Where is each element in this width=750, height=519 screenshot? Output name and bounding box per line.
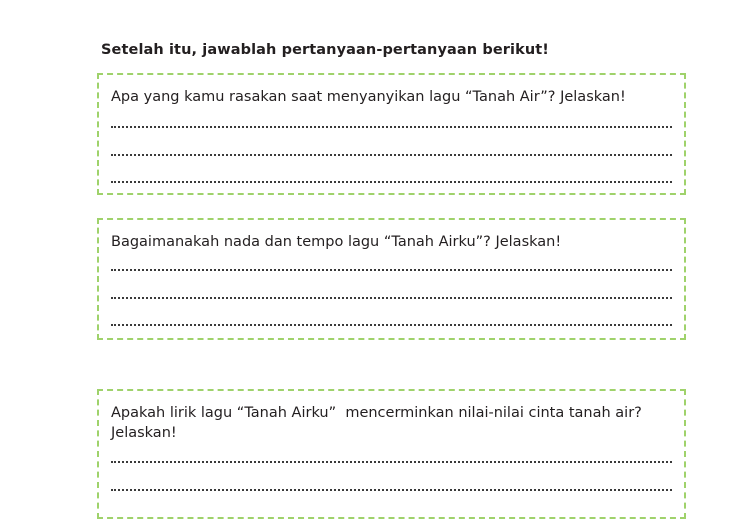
answer-line[interactable] [111, 489, 672, 491]
question-2-text: Bagaimanakah nada dan tempo lagu “Tanah Airku”? Jelaskan! [111, 234, 562, 250]
answer-line[interactable] [111, 324, 672, 326]
answer-line[interactable] [111, 461, 672, 463]
instruction-heading: Setelah itu, jawablah pertanyaan-pertanyaan berikut! [101, 42, 549, 58]
answer-line[interactable] [111, 297, 672, 299]
question-box-2 [97, 218, 686, 340]
answer-line[interactable] [111, 181, 672, 183]
answer-line[interactable] [111, 154, 672, 156]
question-1-text: Apa yang kamu rasakan saat menyanyikan lagu “Tanah Air”? Jelaskan! [111, 89, 626, 105]
question-box-1 [97, 73, 686, 195]
answer-line[interactable] [111, 126, 672, 128]
question-3-text: Apakah lirik lagu “Tanah Airku” mencerminkan nilai-nilai cinta tanah air? Jelaskan! [111, 405, 642, 441]
answer-line[interactable] [111, 269, 672, 271]
